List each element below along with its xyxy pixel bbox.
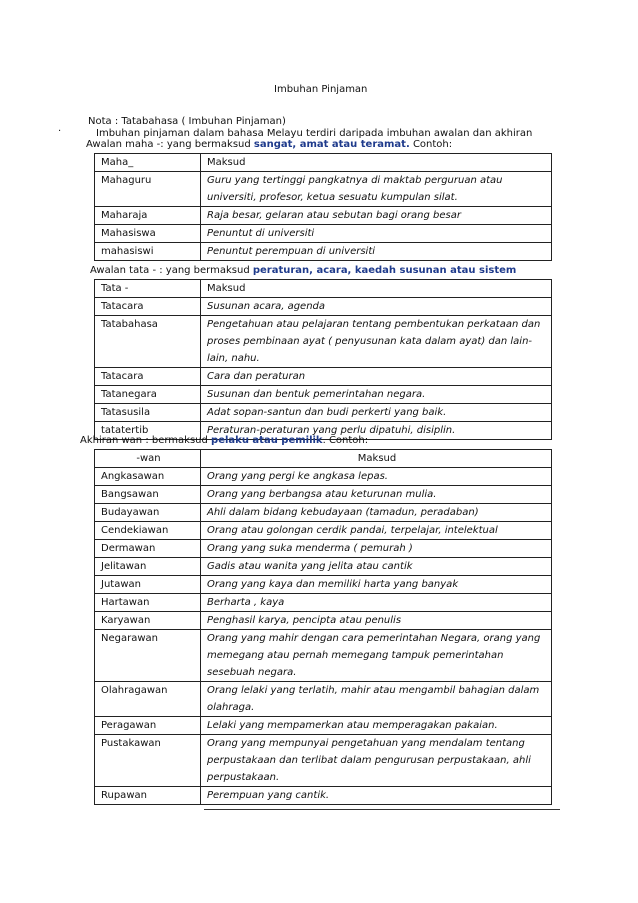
header-term-cell: Maha_	[95, 154, 201, 172]
term-cell: mahasiswi	[95, 243, 201, 261]
meaning-cell: Penghasil karya, pencipta atau penulis	[201, 612, 552, 630]
term-cell: Hartawan	[95, 594, 201, 612]
meaning-cell: Penuntut di universiti	[201, 225, 552, 243]
meaning-cell: Gadis atau wanita yang jelita atau cantik	[201, 558, 552, 576]
tata-table	[94, 279, 552, 440]
meaning-cell: Orang yang pergi ke angkasa lepas.	[201, 468, 552, 486]
table-row	[95, 504, 552, 522]
table-header-row	[95, 450, 552, 468]
meaning-cell: Orang atau golongan cerdik pandai, terpelajar, intelektual	[201, 522, 552, 540]
term-cell: Negarawan	[95, 630, 201, 682]
table-row	[95, 298, 552, 316]
section-keywords: peraturan, acara, kaedah susunan atau sistem	[252, 265, 517, 276]
meaning-cell: Raja besar, gelaran atau sebutan bagi orang besar	[201, 207, 552, 225]
table-row	[95, 594, 552, 612]
meaning-cell: Lelaki yang mempamerkan atau memperagakan pakaian.	[201, 717, 552, 735]
bullet-dot: ·	[58, 126, 62, 137]
meaning-cell: Penuntut perempuan di universiti	[201, 243, 552, 261]
term-cell: Mahasiswa	[95, 225, 201, 243]
meaning-cell: Guru yang tertinggi pangkatnya di maktab perguruan atau universiti, profesor, ketua sesuatu kumpulan silat.	[201, 172, 552, 207]
meaning-cell: Orang lelaki yang terlatih, mahir atau mengambil bahagian dalam olahraga.	[201, 682, 552, 717]
section-wan-heading	[80, 435, 368, 446]
maha-table	[94, 153, 552, 261]
term-cell: Cendekiawan	[95, 522, 201, 540]
term-cell: Olahragawan	[95, 682, 201, 717]
meaning-cell: Adat sopan-santun dan budi perkerti yang baik.	[201, 404, 552, 422]
meaning-cell: Orang yang mahir dengan cara pemerintahan Negara, orang yang memegang atau pernah memegang tampuk pemerintahan sesebuah negara.	[201, 630, 552, 682]
term-cell: Bangsawan	[95, 486, 201, 504]
table-row	[95, 404, 552, 422]
meaning-cell: Orang yang berbangsa atau keturunan mulia.	[201, 486, 552, 504]
table-row	[95, 522, 552, 540]
meaning-cell: Cara dan peraturan	[201, 368, 552, 386]
term-cell: Maharaja	[95, 207, 201, 225]
table-row	[95, 612, 552, 630]
meaning-cell: Susunan acara, agenda	[201, 298, 552, 316]
term-cell: Jutawan	[95, 576, 201, 594]
table-row	[95, 243, 552, 261]
term-cell: Tatasusila	[95, 404, 201, 422]
table-row	[95, 540, 552, 558]
table-row	[95, 558, 552, 576]
term-cell: Budayawan	[95, 504, 201, 522]
term-cell: Angkasawan	[95, 468, 201, 486]
section-keywords: sangat, amat atau teramat.	[253, 139, 410, 150]
table-row	[95, 486, 552, 504]
table-row	[95, 787, 552, 805]
table-row	[95, 316, 552, 368]
header-meaning-cell: Maksud	[201, 450, 552, 468]
section-suffix: . Contoh:	[322, 435, 369, 446]
term-cell: Tatabahasa	[95, 316, 201, 368]
meaning-cell: Orang yang suka menderma ( pemurah )	[201, 540, 552, 558]
header-meaning-cell: Maksud	[201, 280, 552, 298]
meaning-cell: Peraturan-peraturan yang perlu dipatuhi, disiplin.	[201, 422, 552, 440]
table-row	[95, 717, 552, 735]
meaning-cell: Orang yang kaya dan memiliki harta yang banyak	[201, 576, 552, 594]
term-cell: Jelitawan	[95, 558, 201, 576]
meaning-cell: Berharta , kaya	[201, 594, 552, 612]
term-cell: Rupawan	[95, 787, 201, 805]
header-term-cell: -wan	[95, 450, 201, 468]
term-cell: Tatacara	[95, 298, 201, 316]
meaning-cell: Orang yang mempunyai pengetahuan yang mendalam tentang perpustakaan dan terlibat dalam pengurusan perpustakaan, ahli perpustakaan.	[201, 735, 552, 787]
term-cell: Peragawan	[95, 717, 201, 735]
meaning-cell: Perempuan yang cantik.	[201, 787, 552, 805]
table-row	[95, 386, 552, 404]
table-row	[95, 225, 552, 243]
section-tata-heading	[90, 265, 516, 276]
table-header-row	[95, 154, 552, 172]
term-cell: Karyawan	[95, 612, 201, 630]
table-row	[95, 207, 552, 225]
table-row	[95, 576, 552, 594]
nota-heading: Nota : Tatabahasa ( Imbuhan Pinjaman)	[88, 116, 286, 127]
table-row	[95, 735, 552, 787]
term-cell: Dermawan	[95, 540, 201, 558]
term-cell: Pustakawan	[95, 735, 201, 787]
header-meaning-cell: Maksud	[201, 154, 552, 172]
section-prefix: Awalan maha -: yang bermaksud	[86, 139, 254, 150]
section-maha-heading	[86, 139, 452, 150]
term-cell: Mahaguru	[95, 172, 201, 207]
meaning-cell: Susunan dan bentuk pemerintahan negara.	[201, 386, 552, 404]
table-row	[95, 468, 552, 486]
intro-text: Imbuhan pinjaman dalam bahasa Melayu terdiri daripada imbuhan awalan dan akhiran	[96, 128, 533, 139]
footer-divider	[204, 809, 560, 810]
meaning-cell: Pengetahuan atau pelajaran tentang pembentukan perkataan dan proses pembinaan ayat ( penyusunan kata dalam ayat) dan lain-lain, nahu.	[201, 316, 552, 368]
table-row	[95, 630, 552, 682]
header-term-cell: Tata -	[95, 280, 201, 298]
section-prefix: Awalan tata - : yang bermaksud	[90, 265, 253, 276]
table-row	[95, 172, 552, 207]
wan-table	[94, 449, 552, 805]
page-title: Imbuhan Pinjaman	[274, 84, 368, 95]
term-cell: Tatanegara	[95, 386, 201, 404]
section-suffix: Contoh:	[409, 139, 453, 150]
meaning-cell: Ahli dalam bidang kebudayaan (tamadun, peradaban)	[201, 504, 552, 522]
section-prefix: Akhiran wan : bermaksud	[80, 435, 212, 446]
table-row	[95, 368, 552, 386]
term-cell: tatatertib	[95, 422, 201, 440]
section-keywords: pelaku atau pemilik	[211, 435, 323, 446]
table-header-row	[95, 280, 552, 298]
term-cell: Tatacara	[95, 368, 201, 386]
table-row	[95, 682, 552, 717]
